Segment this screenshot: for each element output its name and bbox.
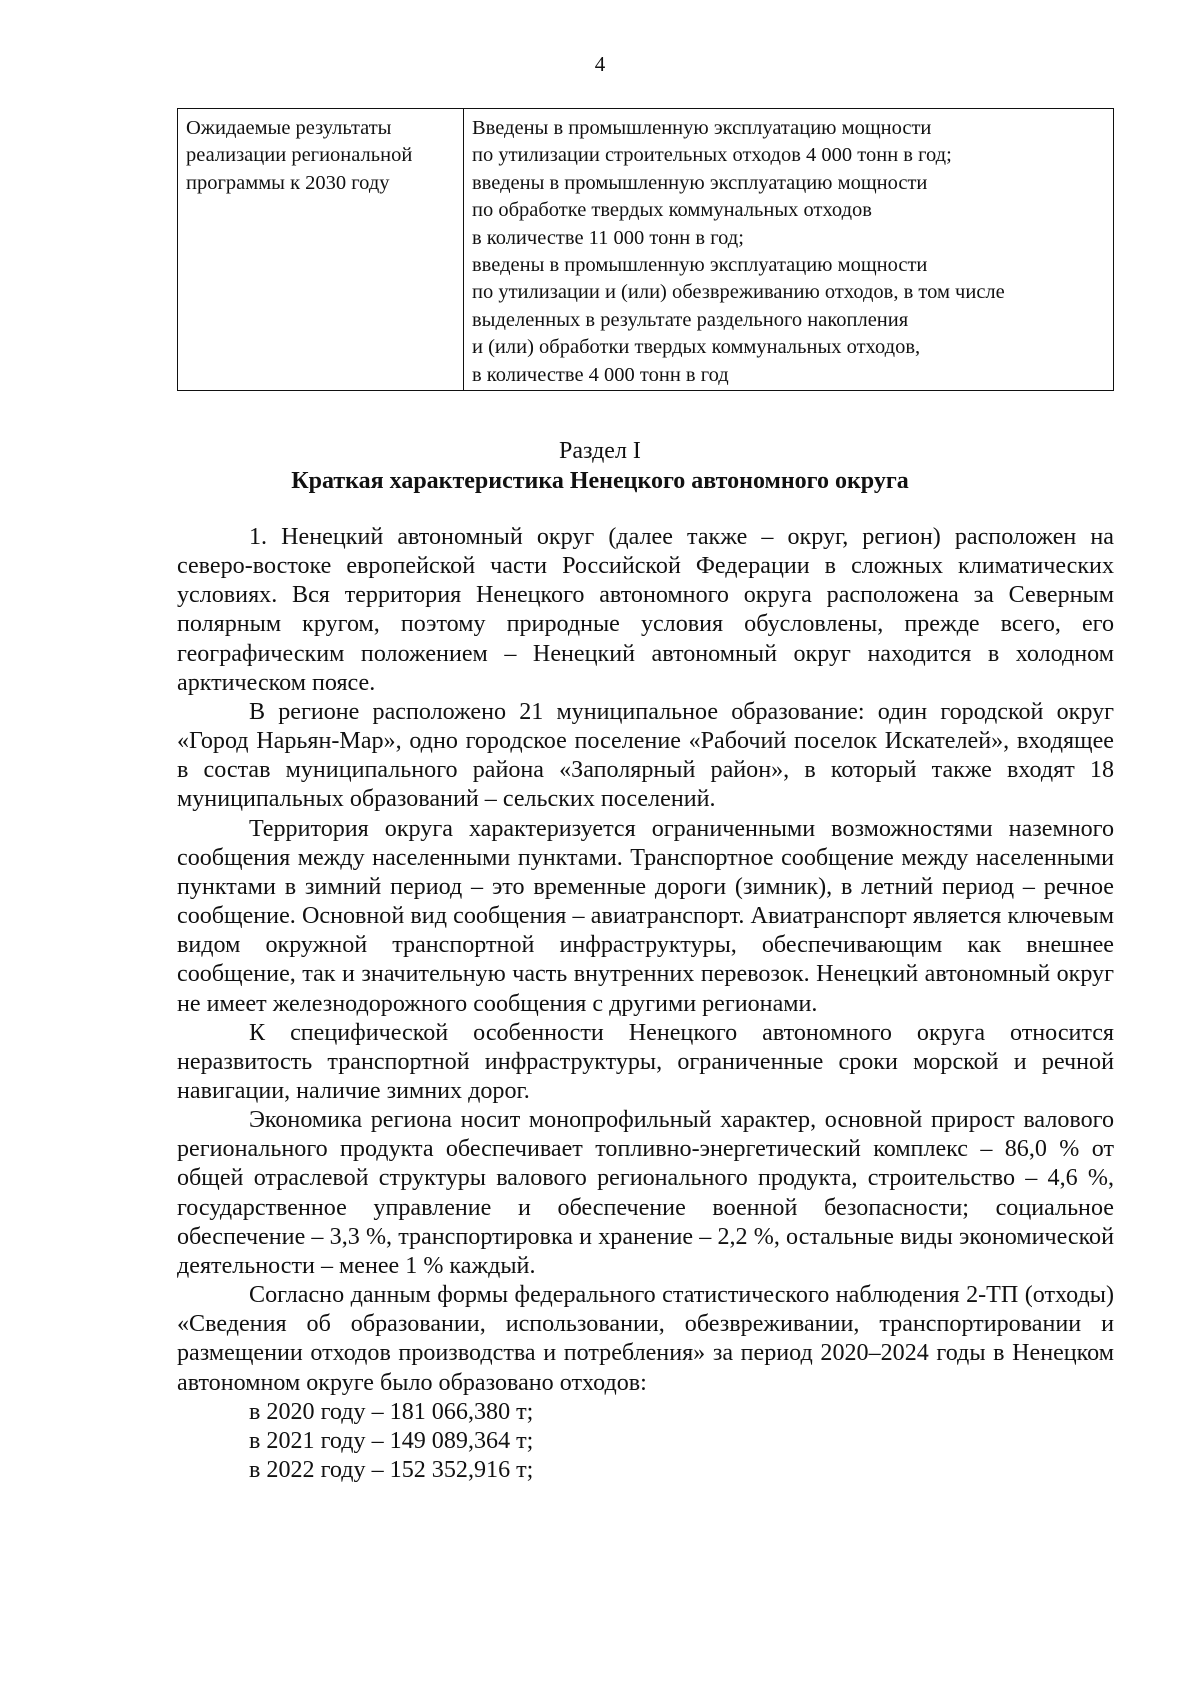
table-label-cell — [178, 109, 464, 391]
table-value-line: по утилизации и (или) обезвреживанию отходов, в том числе — [472, 281, 1005, 304]
expected-results-table — [177, 108, 1114, 391]
paragraph: К специфической особенности Ненецкого автономного округа относится неразвитость транспортной инфраструктуры, ограниченные сроки морской и речной навигации, наличие зимних дорог. — [177, 1019, 1114, 1104]
waste-year-item: в 2020 году – 181 066,380 т; — [249, 1398, 534, 1425]
body-text — [177, 523, 1114, 1485]
section-heading — [0, 436, 1200, 496]
table-value-line: по обработке твердых коммунальных отходов — [472, 199, 872, 222]
page-number: 4 — [594, 52, 606, 76]
table-label-line: программы к 2030 году — [186, 171, 390, 194]
table-label-line: реализации региональной — [186, 144, 413, 167]
paragraph: Согласно данным формы федерального статистического наблюдения 2-ТП (отходы) «Сведения об образовании, использовании, обезвреживании, транспортировании и размещении отходов производства и потребления» за период 2020–2024 годы в Ненецком автономном округе было образовано отходов: — [177, 1282, 1114, 1396]
table-label-line: Ожидаемые результаты — [186, 117, 392, 139]
table-value-cell — [464, 109, 1114, 391]
table-row — [178, 109, 1114, 391]
waste-year-item: в 2021 году – 149 089,364 т; — [249, 1427, 534, 1454]
section-title: Краткая характеристика Ненецкого автономного округа — [291, 468, 909, 494]
table-value-line: выделенных в результате раздельного накопления — [472, 308, 909, 331]
waste-year-item: в 2022 году – 152 352,916 т; — [249, 1457, 534, 1483]
table-value-line: введены в промышленную эксплуатацию мощности — [472, 254, 928, 277]
paragraph: Территория округа характеризуется ограниченными возможностями наземного сообщения между населенными пунктами. Транспортное сообщение между населенными пунктами в зимний период – это временные дороги (зимник), в летний период – речное сообщение. Основной вид сообщения – авиатранспорт. Авиатранспорт является ключевым видом окружной транспортной инфраструктуры, обеспечивающим как внешнее сообщение, так и значительную часть внутренних перевозок. Ненецкий автономный округ не имеет железнодорожного сообщения с другими регионами. — [177, 815, 1114, 1017]
table-value-line: и (или) обработки твердых коммунальных отходов, — [472, 336, 921, 359]
table-value-line: Введены в промышленную эксплуатацию мощности — [472, 117, 932, 139]
table-value-line: введены в промышленную эксплуатацию мощности — [472, 171, 928, 194]
paragraph: В регионе расположено 21 муниципальное образование: один городской округ «Город Нарьян-Мар», одно городское поселение «Рабочий поселок Искателей», входящее в состав муниципального района «Заполярный район», в который также входят 18 муниципальных образований – сельских поселений. — [177, 698, 1114, 813]
paragraph: 1. Ненецкий автономный округ (далее также – округ, регион) расположен на северо-востоке европейской части Российской Федерации в сложных климатических условиях. Вся территория Ненецкого автономного округа расположена за Северным полярным кругом, поэтому природные условия обусловлены, прежде всего, его географическим положением – Ненецкий автономный округ находится в холодном арктическом поясе. — [177, 524, 1114, 696]
table-value-line: в количестве 4 000 тонн в год — [472, 363, 729, 386]
table-value-line: в количестве 11 000 тонн в год; — [472, 226, 744, 249]
paragraph: Экономика региона носит монопрофильный характер, основной прирост валового регионального продукта обеспечивает топливно-энергетический комплекс – 86,0 % от общей отраслевой структуры валового регионального продукта, строительство – 4,6 %, государственное управление и обеспечение военной безопасности; социальное обеспечение – 3,3 %, транспортировка и хранение – 2,2 %, остальные виды экономической деятельности – менее 1 % каждый. — [177, 1107, 1114, 1279]
table-value-line: по утилизации строительных отходов 4 000 тонн в год; — [472, 144, 952, 167]
section-number: Раздел I — [559, 438, 641, 464]
